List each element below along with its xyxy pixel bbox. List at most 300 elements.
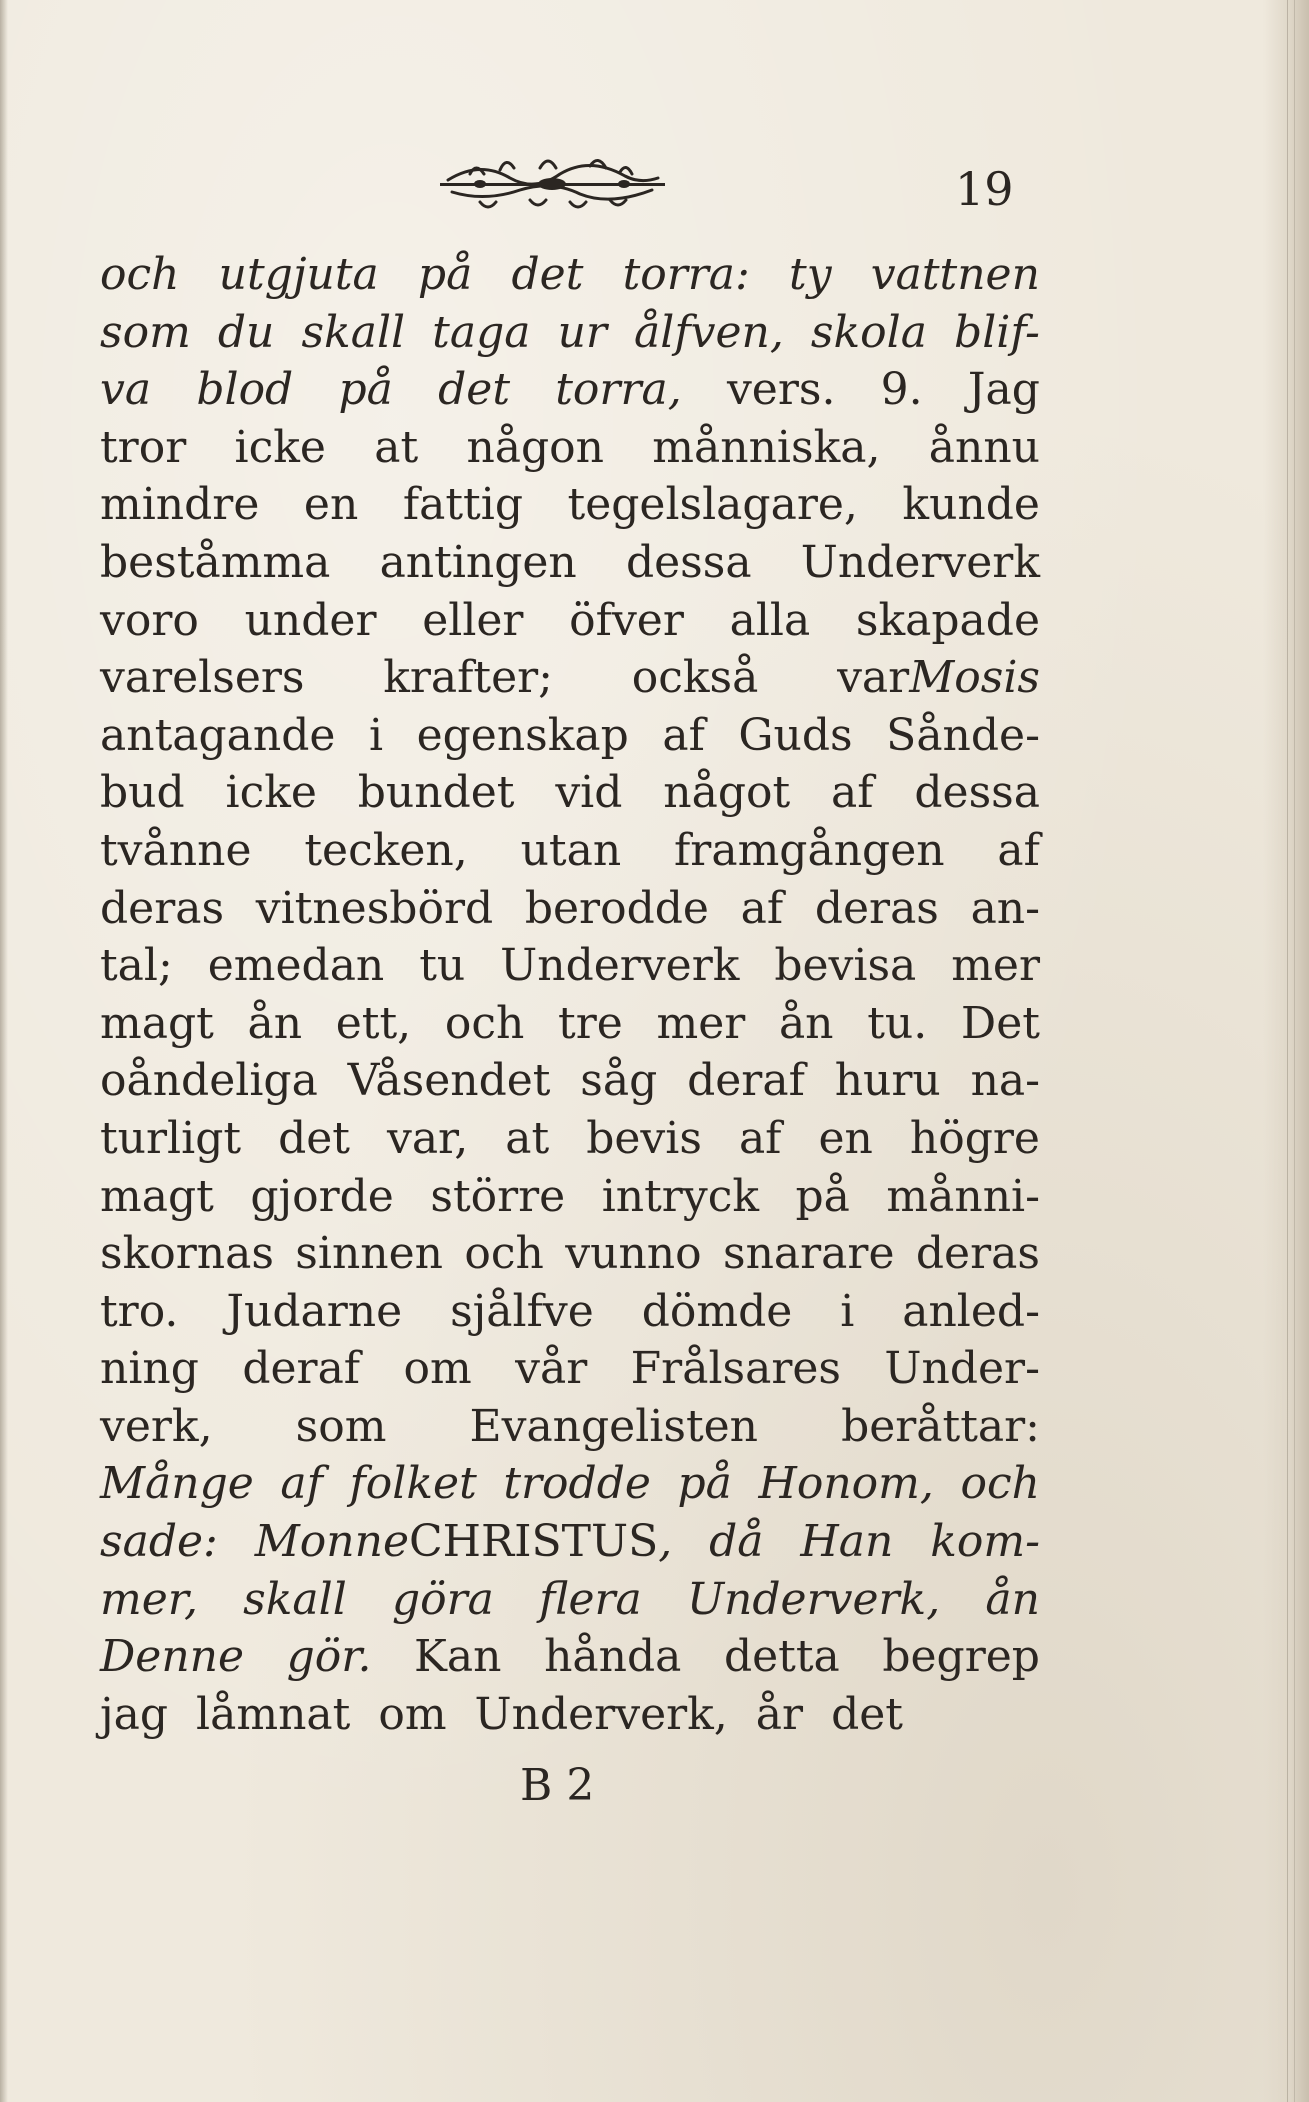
word xyxy=(831,764,874,822)
word-part: huru xyxy=(834,1055,941,1107)
word-part: låmnat xyxy=(196,1688,351,1740)
word xyxy=(100,1283,178,1341)
word xyxy=(631,1340,841,1398)
word-part: på xyxy=(338,364,393,416)
word-part: Underverk, xyxy=(686,1573,941,1625)
word-part: gör. xyxy=(286,1631,372,1683)
word-part: Underverk, xyxy=(474,1688,728,1740)
page-fold xyxy=(1287,0,1295,2102)
word xyxy=(902,476,1040,534)
word-part: det xyxy=(831,1688,903,1740)
text-line xyxy=(100,707,1040,765)
word xyxy=(100,419,186,477)
word-part: något xyxy=(663,767,791,819)
word xyxy=(100,1225,274,1283)
word-part: ett, xyxy=(335,997,412,1049)
word xyxy=(404,1340,472,1398)
word-part: folket xyxy=(349,1458,477,1510)
word-part: skall xyxy=(301,306,406,358)
word xyxy=(774,937,916,995)
word xyxy=(503,1455,651,1513)
word-part: hånda xyxy=(544,1631,682,1683)
word xyxy=(100,534,330,592)
word-part: ånnu xyxy=(928,421,1040,473)
word xyxy=(568,476,858,534)
word-part: månni- xyxy=(886,1170,1040,1222)
word-part: tro. xyxy=(100,1285,179,1337)
word-part: at xyxy=(505,1112,550,1164)
word xyxy=(378,1686,446,1744)
word-part: tegelslagare, xyxy=(567,479,858,531)
ornamental-headpiece xyxy=(440,150,665,220)
word xyxy=(403,476,523,534)
text-line xyxy=(100,1168,1040,1226)
word-part: af xyxy=(831,767,874,819)
word xyxy=(380,534,577,592)
word-part: och xyxy=(960,1458,1040,1510)
word-part: du xyxy=(217,306,275,358)
word xyxy=(438,361,510,419)
text-line xyxy=(100,1110,1040,1168)
word xyxy=(971,880,1040,938)
word xyxy=(100,1052,318,1110)
word xyxy=(255,1513,673,1571)
word xyxy=(418,246,472,304)
word xyxy=(369,707,383,765)
word-part: skornas xyxy=(100,1228,274,1280)
word-part: tror xyxy=(100,421,187,473)
word-part: år xyxy=(755,1688,804,1740)
word xyxy=(374,419,418,477)
word-part: det xyxy=(438,364,510,416)
word xyxy=(248,995,303,1053)
word xyxy=(100,1628,244,1686)
word-part: taga xyxy=(432,306,531,358)
word xyxy=(336,995,411,1053)
word-part: framgången xyxy=(674,824,945,876)
word xyxy=(555,764,622,822)
word xyxy=(512,246,584,304)
word xyxy=(100,822,252,880)
word-part: mer xyxy=(951,940,1040,992)
word-part: utan xyxy=(520,824,622,876)
word-part: högre xyxy=(909,1112,1040,1164)
word xyxy=(500,937,739,995)
word-part: fattig xyxy=(402,479,523,531)
word-part: som xyxy=(295,1400,387,1452)
word xyxy=(580,1052,657,1110)
word-part: af xyxy=(740,882,784,934)
word-part: ålfven, xyxy=(634,306,784,358)
word-part: torra, xyxy=(555,364,682,416)
word xyxy=(674,822,945,880)
word-part: icke xyxy=(234,421,326,473)
word xyxy=(100,1571,198,1629)
word xyxy=(100,764,185,822)
word-part: emedan xyxy=(207,940,385,992)
word-part: också xyxy=(631,652,759,704)
word-part: sade: xyxy=(100,1516,218,1568)
word xyxy=(687,1571,940,1629)
word-part: sjålfve xyxy=(450,1285,594,1337)
word xyxy=(789,246,832,304)
word-part: oåndeliga xyxy=(100,1055,318,1107)
word-part: vid xyxy=(555,767,623,819)
word-part: Underverk xyxy=(800,536,1040,588)
word xyxy=(831,1686,903,1744)
word xyxy=(623,246,750,304)
word xyxy=(856,592,1040,650)
word xyxy=(835,1052,941,1110)
word-part: såg xyxy=(580,1055,658,1107)
word-part: bevisa xyxy=(774,940,917,992)
word-part: magt xyxy=(100,1170,214,1222)
word-part: Judarne xyxy=(226,1285,403,1337)
word-part: vers. xyxy=(726,364,836,416)
word xyxy=(100,246,179,304)
word-part: ån xyxy=(247,997,303,1049)
word-part: alla xyxy=(729,594,811,646)
word-part: skall xyxy=(243,1573,347,1625)
word-part: ur xyxy=(557,306,607,358)
word xyxy=(739,1110,782,1168)
word-part: Under- xyxy=(884,1343,1040,1395)
word xyxy=(971,1052,1040,1110)
word xyxy=(100,592,199,650)
word xyxy=(383,649,553,707)
word xyxy=(338,361,392,419)
word xyxy=(100,649,304,707)
word xyxy=(414,1628,501,1686)
word xyxy=(930,1513,1040,1571)
word xyxy=(796,1168,850,1226)
word xyxy=(914,764,1040,822)
text-line xyxy=(100,1513,1040,1571)
word-part: skola xyxy=(810,306,927,358)
word xyxy=(196,361,293,419)
word xyxy=(100,1686,168,1744)
word xyxy=(544,1628,681,1686)
word-part: af xyxy=(280,1458,323,1510)
word-part: ning xyxy=(100,1343,199,1395)
word xyxy=(626,534,752,592)
word-part: , xyxy=(658,1516,673,1568)
word xyxy=(741,880,784,938)
word xyxy=(539,1571,642,1629)
word-part: vunno xyxy=(565,1228,702,1280)
word-part: Denne xyxy=(100,1631,245,1683)
word-part: beståmma xyxy=(100,536,331,588)
word-part: på xyxy=(677,1458,732,1510)
word xyxy=(677,1455,731,1513)
text-line xyxy=(100,304,1040,362)
text-line xyxy=(100,246,1040,304)
word xyxy=(304,476,358,534)
word xyxy=(954,304,1040,362)
word-part: och xyxy=(444,997,525,1049)
word xyxy=(100,476,259,534)
word xyxy=(730,592,811,650)
word-part: eller xyxy=(422,594,524,646)
word-part: voro xyxy=(100,594,199,646)
word-part: någon xyxy=(466,421,605,473)
word xyxy=(881,361,923,419)
word-part: öfver xyxy=(569,594,684,646)
word xyxy=(886,707,1040,765)
word xyxy=(348,1052,551,1110)
word xyxy=(521,822,622,880)
word-part: om xyxy=(403,1343,472,1395)
word-part: i xyxy=(368,709,384,761)
word xyxy=(196,1686,350,1744)
page-number: 19 xyxy=(955,162,1014,216)
word-part: magt xyxy=(100,997,214,1049)
word-part: tal; xyxy=(100,940,173,992)
word-part: under xyxy=(244,594,377,646)
word-part: en xyxy=(303,479,359,531)
word-part: ty xyxy=(789,249,832,300)
word xyxy=(882,1628,1040,1686)
word xyxy=(961,995,1040,1053)
text-line xyxy=(100,937,1040,995)
word xyxy=(558,304,607,362)
word xyxy=(871,246,1040,304)
text-line xyxy=(100,1283,1040,1341)
signature-mark: B 2 xyxy=(520,1760,595,1811)
text-line xyxy=(100,880,1040,938)
word-part: och xyxy=(100,249,180,300)
word-part: icke xyxy=(225,767,317,819)
word xyxy=(886,1168,1040,1226)
word xyxy=(295,1225,443,1283)
word xyxy=(464,1225,543,1283)
word xyxy=(242,1340,360,1398)
word xyxy=(287,1628,372,1686)
word-part: dessa xyxy=(625,536,752,588)
word xyxy=(280,1455,323,1513)
page-right-edge xyxy=(1263,0,1309,2102)
word xyxy=(250,1168,394,1226)
word-part: krafter; xyxy=(383,652,553,704)
word xyxy=(469,1398,758,1456)
word-part: vattnen xyxy=(870,249,1040,300)
word-part: deras xyxy=(915,1228,1040,1280)
word-part: deras xyxy=(100,882,225,934)
word-part: 9. xyxy=(880,364,923,416)
word xyxy=(226,1283,402,1341)
word xyxy=(811,304,927,362)
word-part: snarare xyxy=(723,1228,895,1280)
word xyxy=(466,419,604,477)
word-part: var xyxy=(837,652,910,704)
word-part: mer, xyxy=(100,1573,198,1625)
word-part: Han xyxy=(800,1516,894,1568)
body-text xyxy=(100,246,1040,1743)
word-part: göra xyxy=(391,1573,494,1625)
word xyxy=(100,937,173,995)
word xyxy=(818,1110,872,1168)
word xyxy=(430,1168,565,1226)
word xyxy=(841,1398,1040,1456)
text-line xyxy=(100,534,1040,592)
text-line xyxy=(100,1455,1040,1513)
word-part: egenskap xyxy=(416,709,629,761)
text-line xyxy=(100,1052,1040,1110)
word xyxy=(208,937,385,995)
word-part: af xyxy=(738,1112,782,1164)
word xyxy=(100,1340,199,1398)
text-line xyxy=(100,1571,1040,1629)
word xyxy=(815,880,939,938)
word xyxy=(100,1513,218,1571)
word-part: Våsendet xyxy=(347,1055,551,1107)
word-part: dessa xyxy=(914,767,1040,819)
word-part: Evangelisten xyxy=(469,1400,759,1452)
word-part: anled- xyxy=(902,1285,1040,1337)
word xyxy=(586,1110,702,1168)
word-part: dömde xyxy=(641,1285,793,1337)
word xyxy=(387,1110,468,1168)
word-part: vitnesbörd xyxy=(255,882,494,934)
word-part: deras xyxy=(814,882,939,934)
word xyxy=(445,995,524,1053)
word xyxy=(687,1052,805,1110)
word xyxy=(916,1225,1040,1283)
word xyxy=(565,1225,701,1283)
word xyxy=(235,419,326,477)
word xyxy=(951,937,1040,995)
text-line xyxy=(100,649,1040,707)
word-part: Månge xyxy=(100,1458,254,1510)
word-part: Frålsares xyxy=(630,1343,841,1395)
word-part: blif- xyxy=(954,306,1040,358)
word xyxy=(256,880,493,938)
word-part: och xyxy=(464,1228,544,1280)
word-part: utgjuta xyxy=(218,249,379,300)
word-part: bevis xyxy=(586,1112,702,1164)
word xyxy=(100,880,224,938)
word-part: tu. xyxy=(867,997,928,1049)
word-part: skapade xyxy=(855,594,1040,646)
word-part: tvånne xyxy=(100,824,252,876)
word xyxy=(779,995,834,1053)
word xyxy=(475,1686,728,1744)
word-part: det xyxy=(511,249,584,300)
word xyxy=(738,707,852,765)
word-part: Guds xyxy=(738,709,853,761)
word xyxy=(525,880,709,938)
text-line xyxy=(100,476,1040,534)
word-part: begrep xyxy=(882,1631,1040,1683)
word-part: då xyxy=(709,1516,764,1568)
word-part: på xyxy=(795,1170,850,1222)
word xyxy=(419,937,465,995)
word xyxy=(652,419,880,477)
word xyxy=(723,1225,895,1283)
word-part: verk, xyxy=(100,1400,213,1452)
word xyxy=(884,1340,1040,1398)
word-part: som xyxy=(100,306,191,358)
word xyxy=(555,361,681,419)
word-part: Underverk xyxy=(500,940,740,992)
word-part: deraf xyxy=(687,1055,805,1107)
page-left-shadow xyxy=(0,0,8,2102)
word xyxy=(100,1398,213,1456)
word-part: Mosis xyxy=(909,652,1040,704)
word-part: gjorde xyxy=(250,1170,394,1222)
text-line xyxy=(100,822,1040,880)
word xyxy=(910,1110,1040,1168)
word xyxy=(558,995,623,1053)
word xyxy=(632,649,759,707)
word xyxy=(450,1283,594,1341)
word-part: mer xyxy=(656,997,746,1049)
word xyxy=(100,995,214,1053)
word-part: intryck xyxy=(601,1170,760,1222)
word-part: om xyxy=(378,1688,447,1740)
word-part: va xyxy=(100,364,152,416)
word-part: mindre xyxy=(100,479,260,531)
word-part: på xyxy=(417,249,473,300)
word xyxy=(634,304,784,362)
word-part: blod xyxy=(196,364,294,416)
word xyxy=(358,764,515,822)
word-part: varelsers xyxy=(100,652,305,704)
word xyxy=(296,1398,387,1456)
word xyxy=(800,1513,893,1571)
word xyxy=(218,304,275,362)
text-line xyxy=(100,1225,1040,1283)
word-part: ån xyxy=(778,997,834,1049)
word xyxy=(100,304,191,362)
word xyxy=(226,764,317,822)
word xyxy=(392,1571,494,1629)
word-part: at xyxy=(374,421,419,473)
word-part: antagande xyxy=(100,709,336,761)
word-part: kom- xyxy=(930,1516,1040,1568)
word xyxy=(902,1283,1040,1341)
word xyxy=(278,1110,350,1168)
word-part: antingen xyxy=(379,536,577,588)
word xyxy=(515,1340,587,1398)
text-line xyxy=(100,1686,1040,1744)
word-part: flera xyxy=(539,1573,642,1625)
word xyxy=(642,1283,793,1341)
word xyxy=(243,1571,347,1629)
text-line xyxy=(100,764,1040,822)
word xyxy=(100,1110,241,1168)
word xyxy=(422,592,523,650)
word-part: an- xyxy=(970,882,1040,934)
word xyxy=(656,995,745,1053)
word xyxy=(245,592,377,650)
word xyxy=(569,592,684,650)
word-part: Sånde- xyxy=(886,709,1040,761)
word-part: bud xyxy=(100,767,185,819)
word-part: i xyxy=(840,1285,855,1337)
word xyxy=(100,361,151,419)
word-part: större xyxy=(430,1170,566,1222)
word xyxy=(301,304,405,362)
word xyxy=(968,361,1040,419)
word xyxy=(837,649,1040,707)
word-part: torra: xyxy=(622,249,750,300)
word xyxy=(219,246,379,304)
word-part: jag xyxy=(100,1688,169,1740)
word-part: tecken, xyxy=(304,824,468,876)
word-part: Det xyxy=(960,997,1040,1049)
word-part: Kan xyxy=(414,1631,502,1683)
